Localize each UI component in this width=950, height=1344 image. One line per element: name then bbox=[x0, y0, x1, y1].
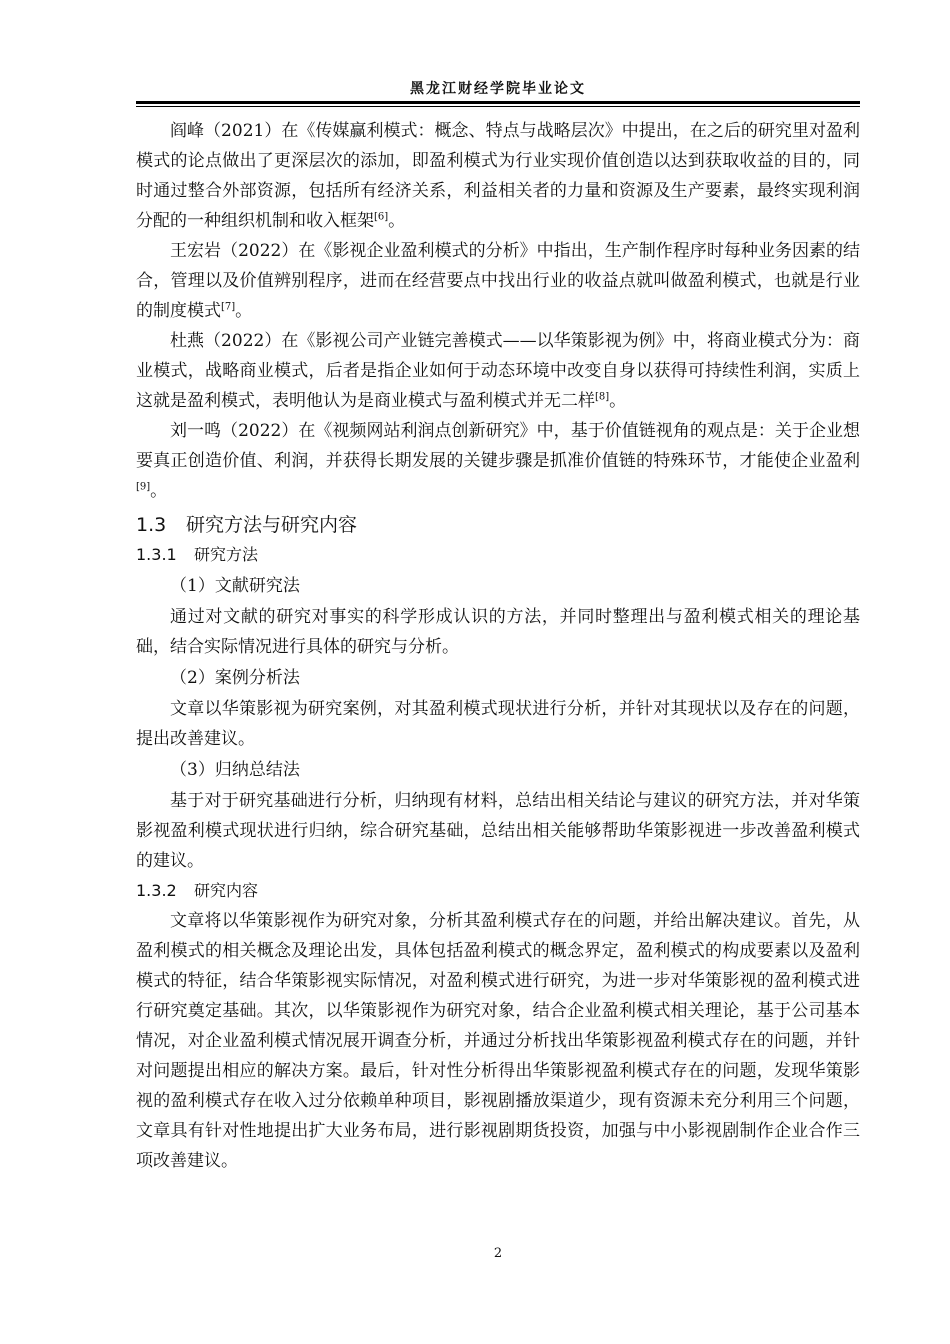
page-header: 黑龙江财经学院毕业论文 bbox=[410, 81, 586, 97]
subsection-heading-1-3-2 bbox=[136, 876, 860, 906]
method-heading-case: （2）案例分析法 bbox=[170, 668, 300, 688]
paragraph-case-method: 文章以华策影视为研究案例，对其盈利模式现状进行分析，并针对其现状以及存在的问题，提出改善建议。 bbox=[136, 699, 860, 749]
section-number: 1.3 bbox=[136, 514, 167, 536]
page-number: 2 bbox=[493, 1246, 503, 1261]
subsection-title: 研究方法 bbox=[194, 545, 259, 564]
paragraph-wang-hongyan: 王宏岩（2022）在《影视企业盈利模式的分析》中指出，生产制作程序时每种业务因素的结合，管理以及价值辨别程序，进而在经营要点中找出行业的收益点就叫做盈利模式，也就是行业的制度模式[7]。 bbox=[136, 241, 860, 321]
section-title: 研究方法与研究内容 bbox=[186, 514, 358, 536]
paragraph-induction-method: 基于对于研究基础进行分析，归纳现有材料，总结出相关结论与建议的研究方法，并对华策影视盈利模式现状进行归纳，综合研究基础，总结出相关能够帮助华策影视进一步改善盈利模式的建议。 bbox=[136, 791, 860, 871]
subsection-number: 1.3.1 bbox=[136, 545, 177, 564]
paragraph-research-content: 文章将以华策影视作为研究对象，分析其盈利模式存在的问题，并给出解决建议。首先，从盈利模式的相关概念及理论出发，具体包括盈利模式的概念界定，盈利模式的构成要素以及盈利模式的特征，结合华策影视实际情况，对盈利模式进行研究，为进一步对华策影视的盈利模式进行研究奠定基础。其次，以华策影视作为研究对象，结合企业盈利模式相关理论，基于公司基本情况，对企业盈利模式情况展开调查分析，并通过分析找出华策影视盈利模式存在的问题，并针对问题提出相应的解决方案。最后，针对性分析得出华策影视盈利模式存在的问题，发现华策影视的盈利模式存在收入过分依赖单种项目，影视剧播放渠道少，现有资源未充分利用三个问题，文章具有针对性地提出扩大业务布局，进行影视剧期货投资，加强与中小影视剧制作企业合作三项改善建议。 bbox=[136, 911, 860, 1171]
paragraph-yan-feng: 阎峰（2021）在《传媒赢利模式：概念、特点与战略层次》中提出，在之后的研究里对盈利模式的论点做出了更深层次的添加，即盈利模式为行业实现价值创造以达到获取收益的目的，同时通过整合外部资源，包括所有经济关系，利益相关者的力量和资源及生产要素，最终实现利润分配的一种组织机制和收入框架[6]。 bbox=[136, 121, 860, 231]
citation-7: [7] bbox=[221, 301, 236, 313]
citation-8: [8] bbox=[595, 391, 610, 403]
header-rule-thin bbox=[136, 106, 860, 107]
citation-6: [6] bbox=[374, 211, 389, 223]
method-heading-induction: （3）归纳总结法 bbox=[170, 760, 300, 780]
subsection-title: 研究内容 bbox=[194, 881, 259, 900]
page-body bbox=[136, 116, 860, 1176]
section-heading-1-3 bbox=[136, 510, 860, 540]
method-heading-literature: （1）文献研究法 bbox=[170, 576, 300, 596]
citation-9: [9] bbox=[136, 481, 151, 493]
paragraph-liu-yiming: 刘一鸣（2022）在《视频网站利润点创新研究》中，基于价值链视角的观点是：关于企业想要真正创造价值、利润，并获得长期发展的关键步骤是抓准价值链的特殊环节，才能使企业盈利[9]。 bbox=[136, 421, 860, 501]
subsection-number: 1.3.2 bbox=[136, 881, 177, 900]
paragraph-du-yan: 杜燕（2022）在《影视公司产业链完善模式——以华策影视为例》中，将商业模式分为：商业模式，战略商业模式，后者是指企业如何于动态环境中改变自身以获得可持续性利润，实质上这就是盈利模式，表明他认为是商业模式与盈利模式并无二样[8]。 bbox=[136, 331, 860, 411]
paragraph-literature-method: 通过对文献的研究对事实的科学形成认识的方法，并同时整理出与盈利模式相关的理论基础，结合实际情况进行具体的研究与分析。 bbox=[136, 607, 860, 657]
subsection-heading-1-3-1 bbox=[136, 540, 860, 570]
header-rule-thick bbox=[136, 101, 860, 104]
